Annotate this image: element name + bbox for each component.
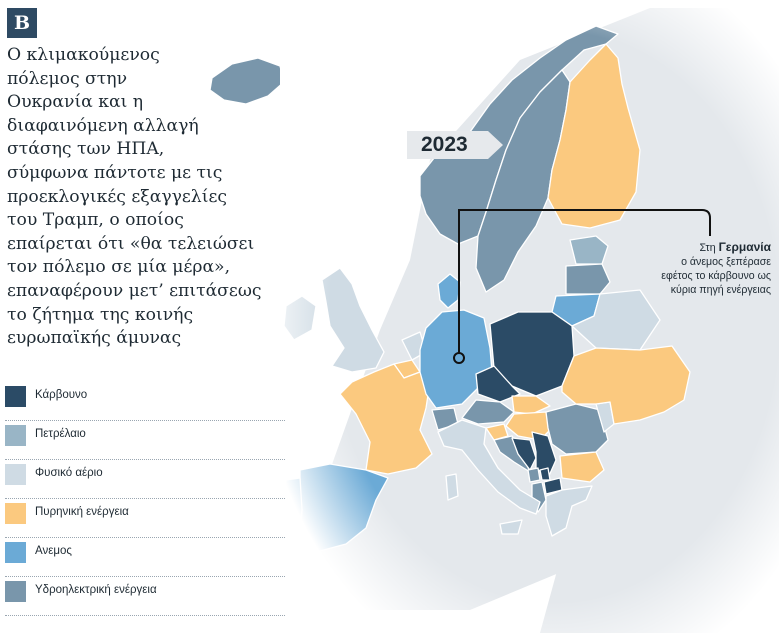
callout-dot	[454, 353, 464, 363]
legend-swatch-gas	[5, 464, 26, 485]
legend-swatch-wind	[5, 542, 26, 563]
legend-label-nuclear: Πυρηνική ενέργεια	[35, 506, 129, 518]
legend-item-coal	[5, 382, 285, 421]
legend-item-gas	[5, 460, 285, 499]
section-badge: B	[7, 8, 37, 38]
callout-line-4: κύρια πηγή ενέργειας	[670, 284, 771, 296]
germany-callout	[601, 240, 771, 297]
legend-label-hydro: Υδροηλεκτρική ενέργεια	[35, 584, 157, 596]
legend-item-hydro	[5, 577, 285, 616]
legend-item-oil	[5, 421, 285, 460]
legend-swatch-coal	[5, 386, 26, 407]
legend-label-gas: Φυσικό αέριο	[35, 467, 103, 479]
callout-line-2: ο άνεμος ξεπέρασε	[681, 256, 771, 268]
edge-fade	[280, 0, 779, 633]
legend-swatch-oil	[5, 425, 26, 446]
callout-line-1	[601, 240, 771, 255]
year-label: 2023	[421, 133, 468, 156]
legend-label-wind: Ανεμος	[35, 545, 72, 557]
legend-swatch-nuclear	[5, 503, 26, 524]
callout-prefix: Στη	[699, 242, 719, 254]
legend-label-oil: Πετρέλαιο	[35, 428, 86, 440]
callout-country: Γερμανία	[718, 240, 771, 254]
callout-line-3: εφέτος το κάρβουνο ως	[661, 270, 771, 282]
legend	[5, 382, 285, 616]
legend-label-coal: Κάρβουνο	[35, 389, 88, 401]
intro-text: Ο κλιμακούμενος πόλεμος στην Ουκρανία και η διαφαινόμενη αλλαγή στάσης των ΗΠΑ, σύμφωνα πάντοτε με τις προεκλογικές εξαγγελίες του Τραμπ, ο οποίος επαίρεται ότι «θα τελειώσει τον πόλεμο σε μία μέρα», επαναφέρουν μετ’ επιτάσεως το ζήτημα της κοινής ευρωπαϊκής άμυνας	[7, 45, 262, 349]
legend-swatch-hydro	[5, 581, 26, 602]
legend-item-nuclear	[5, 499, 285, 538]
legend-item-wind	[5, 538, 285, 577]
